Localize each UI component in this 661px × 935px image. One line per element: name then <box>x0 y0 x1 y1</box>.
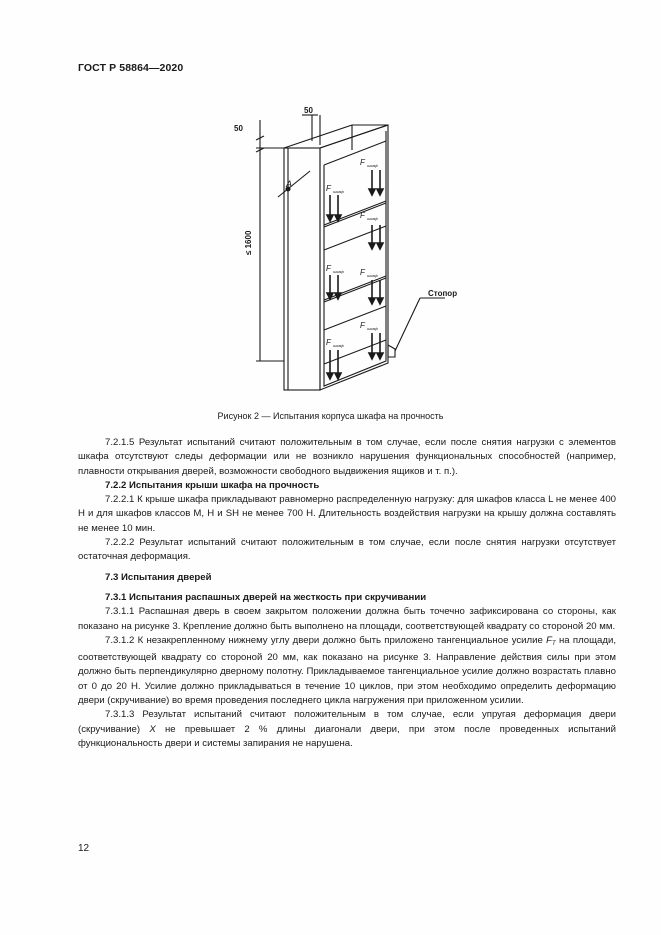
force-label: F <box>360 268 365 277</box>
paragraph-7-2-2-1: 7.2.2.1 К крыше шкафа прикладывают равномерно распределенную нагрузку: для шкафов класса L не менее 400 Н и для шкафов классов М, Н и SH не менее 700 Н. Длительность воздействия нагрузки на крышу должна составлять не менее 10 мин. <box>78 494 616 534</box>
heading-7-3-1: 7.3.1 Испытания распашных дверей на жесткость при скручивании <box>105 591 427 603</box>
standard-header: ГОСТ Р 58864—2020 <box>78 62 184 74</box>
deformation-symbol: X <box>149 723 156 735</box>
figure-caption: Рисунок 2 — Испытания корпуса шкафа на прочность <box>217 411 444 421</box>
force-label: F <box>326 338 331 347</box>
paragraph-7-2-2-2: 7.2.2.2 Результат испытаний считают положительным в том случае, если после снятия нагрузки отсутствует остаточная деформация. <box>78 537 616 563</box>
dim-50-left-label: 50 <box>234 124 243 133</box>
paragraph-7-3-1-2-part-a: 7.3.1.2 К незакрепленному нижнему углу двери должно быть приложено тангенциальное усилие <box>105 634 543 646</box>
stopper-label: Стопор <box>428 289 458 298</box>
cabinet-strength-figure <box>200 105 458 405</box>
heading-7-2-2: 7.2.2 Испытания крыши шкафа на прочность <box>105 479 320 491</box>
svg-text:шкаф: шкаф <box>367 163 378 168</box>
height-dimension-label: ≤ 1600 <box>244 230 253 255</box>
point-a-label: A <box>286 179 293 189</box>
paragraph-7-3-1-3 <box>78 708 616 751</box>
paragraph-7-3-1-2 <box>78 634 616 708</box>
force-label: F <box>360 158 365 167</box>
paragraph-7-3-1-1: 7.3.1.1 Распашная дверь в своем закрытом положении должна быть точечно зафиксирована со стороны, как показано на рисунке 3. Крепление должно быть выполнено на площади, соответствующей квадрату со стороной 20 мм. <box>78 606 616 632</box>
svg-text:шкаф: шкаф <box>333 269 344 274</box>
page-number: 12 <box>78 843 90 854</box>
force-subscript: T <box>552 640 556 647</box>
dim-50-top-label: 50 <box>304 106 313 115</box>
paragraph-7-3-1-3-part-b: не превышает 2 % длины диагонали двери, при этом после проведенных испытаний функциональность двери и системы запирания не нарушена. <box>78 723 616 749</box>
force-symbol: F <box>546 634 553 646</box>
force-label: F <box>360 211 365 220</box>
svg-text:шкаф: шкаф <box>367 326 378 331</box>
paragraph-7-3-1-3-part-a: 7.3.1.3 Результат испытаний считают положительным в том случае, если упругая деформация двери (скручивание) <box>78 709 616 735</box>
svg-text:шкаф: шкаф <box>333 343 344 348</box>
force-label: F <box>326 264 331 273</box>
svg-text:шкаф: шкаф <box>367 216 378 221</box>
paragraph-7-2-1-5: 7.2.1.5 Результат испытаний считают положительным в том случае, если после снятия нагрузки с элементов шкафа отсутствуют следы деформации или не возникло нарушения функциональных способностей (например, плавности открывания дверей, возможности свободного выдвижения ящиков и т. п.). <box>78 437 616 477</box>
force-label: F <box>360 321 365 330</box>
paragraph-7-3-1-2-part-b: на площади, соответствующей квадрату со стороной 20 мм, как показано на рисунке 3. Направление действия силы при этом должно быть перпендикулярно дверному полотну. Прикладываемое тангенциальное усилие должно возрастать плавно от 0 до 20 Н. Усилие должно прикладываться в течение 10 циклов, при этом необходимо определить деформацию двери (скручивание) во время проведения последнего цикла нагружения при приложенном усилии. <box>78 634 616 707</box>
svg-text:шкаф: шкаф <box>367 273 378 278</box>
heading-7-3: 7.3 Испытания дверей <box>105 571 212 583</box>
section-body <box>78 436 616 751</box>
force-label: F <box>326 184 331 193</box>
svg-text:шкаф: шкаф <box>333 189 344 194</box>
cabinet-top <box>284 125 388 148</box>
